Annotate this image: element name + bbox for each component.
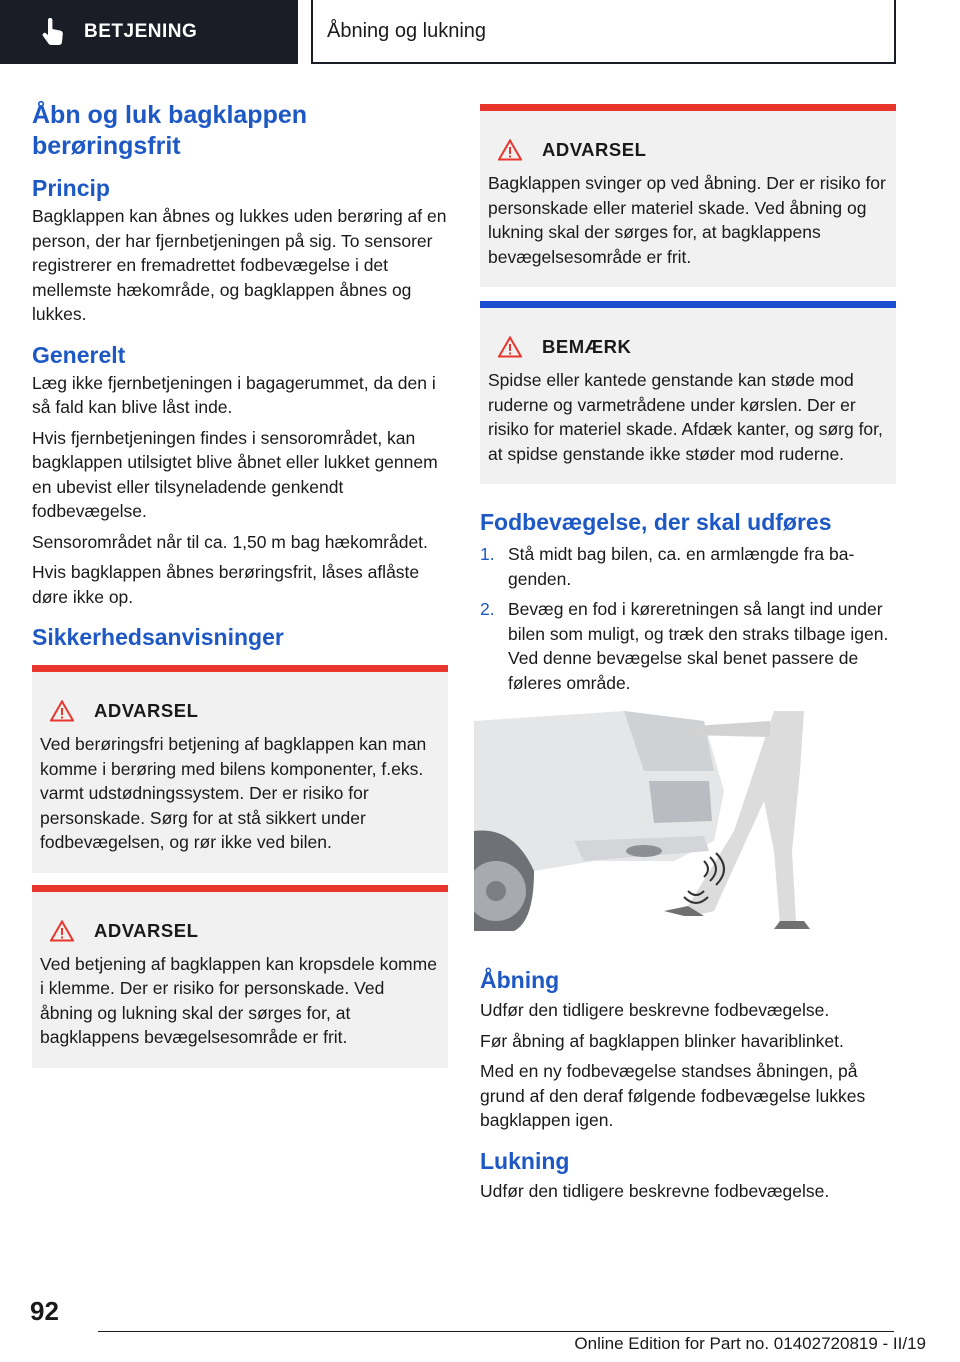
general-heading: Generelt [32, 341, 126, 368]
warning-triangle-icon [50, 920, 74, 942]
opening-heading: Åbning [480, 967, 560, 993]
warning-triangle-icon [50, 700, 74, 722]
car-foot-illustration [474, 711, 810, 931]
footer-divider [98, 1331, 894, 1332]
warning-triangle-icon [498, 336, 522, 358]
section-tab [0, 0, 298, 64]
closing-heading: Lukning [480, 1147, 570, 1174]
list-item: 1. Stå midt bag bilen, ca. en armlængde fra bagenden. [480, 544, 855, 589]
edition-text: Online Edition for Part no. 01402720819 - II/19 [574, 1334, 926, 1353]
warning-box [32, 665, 448, 873]
section-title: BETJENING [84, 21, 198, 42]
note-box [480, 301, 896, 484]
left-column [32, 100, 448, 1068]
step-list [480, 542, 896, 695]
right-column [480, 104, 896, 1203]
general-paragraph: Læg ikke fjernbetjeningen i bagagerummet, da den i så fald kan blive låst inde. [32, 372, 436, 417]
general-paragraph: Hvis bagklappen åbnes berøringsfrit, låses aflåste døre ikke op. [32, 562, 420, 607]
opening-paragraph: Med en ny fodbevægelse standses åbningen, på grund af den deraf følgende fodbevægelse lukkes bagklappen igen. [480, 1061, 866, 1130]
closing-text: Udfør den tidligere beskrevne fodbevægelse. [480, 1180, 830, 1201]
warning-text: Bagklappen svinger op ved åbning. Der er risiko for personskade eller materiel skade. Ved åbning og lukning skal der sørges for, at bagklappens bevægelsesområde er frit. [488, 173, 886, 267]
warning-box [32, 885, 448, 1068]
hand-pointer-icon [40, 18, 66, 46]
note-label: BEMÆRK [542, 336, 632, 357]
warning-label: ADVARSEL [94, 700, 199, 721]
warning-label: ADVARSEL [94, 919, 199, 941]
foot-heading: Fodbevægelse, der skal udføres [480, 509, 832, 535]
page-title: Åbn og luk bagklappen berøringsfrit [32, 101, 308, 160]
principle-heading: Princip [32, 175, 110, 201]
warning-triangle-icon [498, 139, 522, 161]
list-item: 2. Bevæg en fod i køreretningen så langt ind under bilen som muligt, og træk den straks tilbage igen. Ved denne bevægelse skal benet passere de føleres område. [480, 599, 889, 693]
general-paragraph: Sensorområdet når til ca. 1,50 m bag hækområdet. [32, 531, 428, 552]
warning-text: Ved berøringsfri betjening af bagklappen kan man komme i berøring med bilens komponenter, f.eks. varmt udstødningssystem. Der er risiko for personskade. Sørg for at stå sikkert under fodbevægelsen, og rør ikke ved bilen. [40, 734, 427, 852]
principle-text: Bagklappen kan åbnes og lukkes uden berøring af en person, der har fjernbetjeningen på sig. To sensorer registrerer en fremadrettet fodbevægelse i det mellemste hækområde, og bagklappen åbnes og lukkes. [32, 206, 447, 324]
safety-heading: Sikkerhedsanvisninger [32, 624, 284, 650]
opening-paragraph: Udfør den tidligere beskrevne fodbevægelse. [480, 1000, 830, 1020]
general-paragraph: Hvis fjernbetjeningen findes i sensorområdet, kan bagklappen utilsigtet blive åbnet eller lukket gennem en ubevist eller tilsyneladende genkendt fodbevægelse. [32, 427, 438, 521]
note-text: Spidse eller kantede genstande kan støde mod ruderne og varmetrådene under kørslen. Der er risiko for materiel skade. Afdæk kanter, og sørg for, at spidse genstande ikke støder mod ruderne. [488, 370, 883, 464]
warning-label: ADVARSEL [542, 139, 647, 160]
opening-paragraph: Før åbning af bagklappen blinker havariblinket. [480, 1030, 844, 1051]
page-number: 92 [30, 1296, 59, 1326]
warning-text: Ved betjening af bagklappen kan kropsdele komme i klemme. Der er risiko for personskade. Ved åbning og lukning skal der sørges for, at bagklappens bevægelsesområde er frit. [40, 953, 437, 1047]
chapter-title: Åbning og lukning [311, 0, 896, 64]
warning-box [480, 104, 896, 287]
